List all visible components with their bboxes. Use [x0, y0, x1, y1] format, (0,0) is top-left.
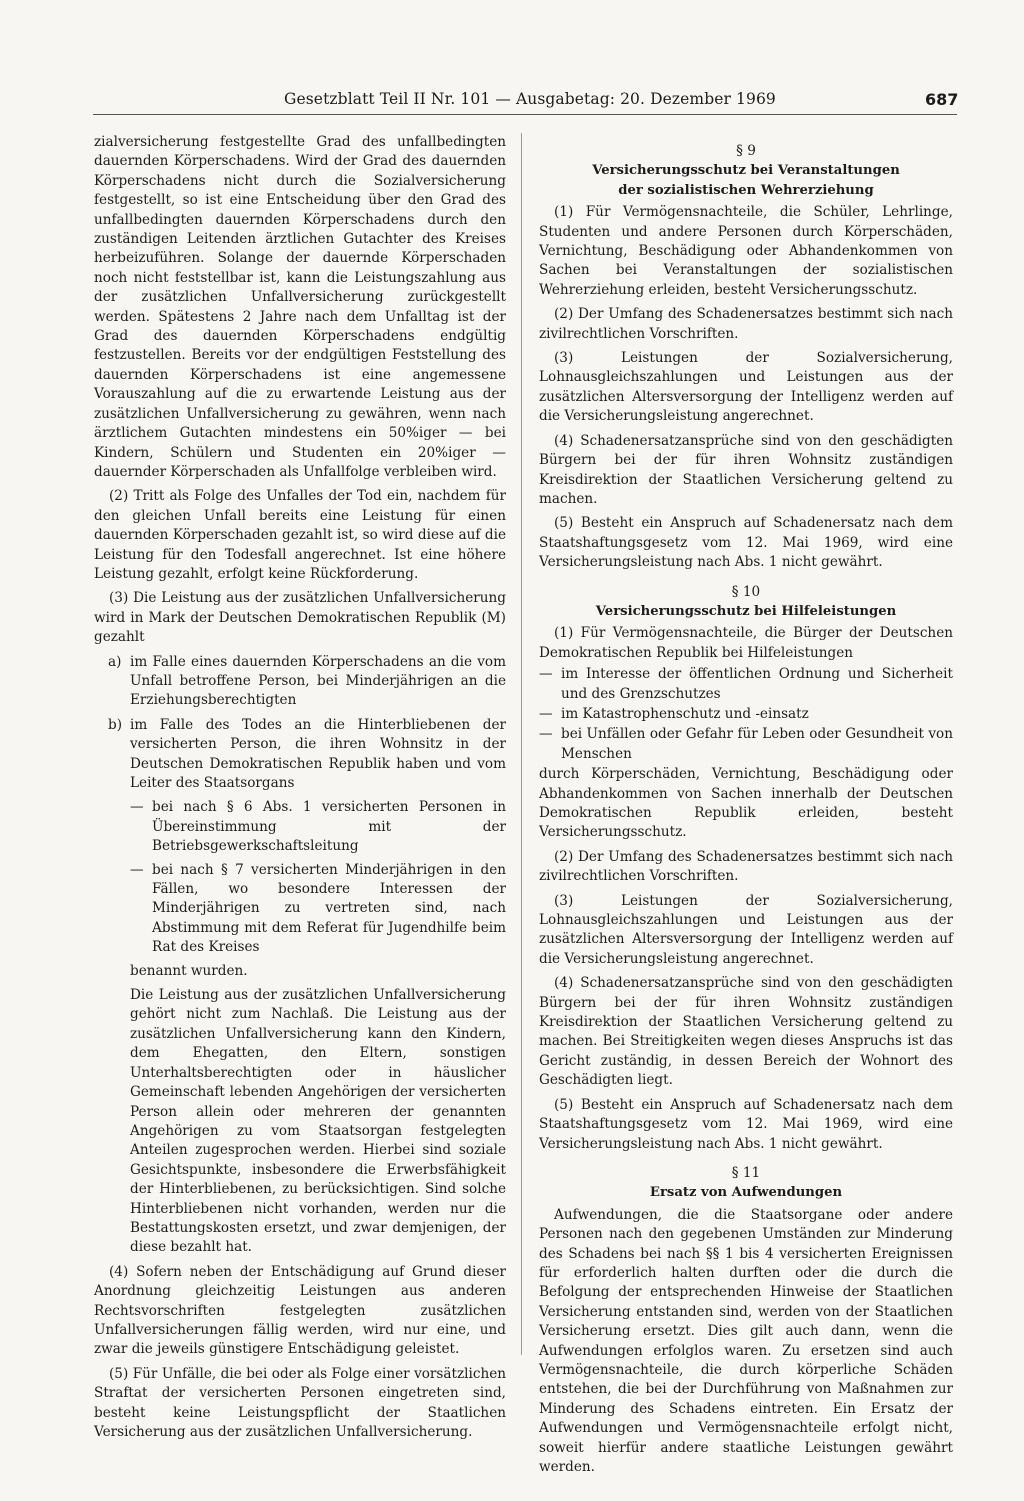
paragraph-2: (2) Tritt als Folge des Unfalles der Tod ein, nachdem für den gleichen Unfall bereits eine Leistung für einen dauernden Körperschaden gezahlt ist, so wird diese auf die Leistung für den Todesfall angerechnet. Ist eine höhere Leistung gezahlt, erfolgt keine Rückforderung.: [94, 488, 506, 582]
dash-item: [539, 705, 953, 724]
s9-paragraph-3: (3) Leistungen der Sozialversicherung, Lohnausgleichszahlungen und Leistungen aus der zusätzlichen Altersversorgung der Intelligenz werden auf die Versicherungsleistung angerechnet.: [539, 350, 953, 425]
s9-paragraph-4: (4) Schadenersatzansprüche sind von den geschädigten Bürgern bei der für ihren Wohnsitz zuständigen Kreisdirektion der Staatlichen Versicherung geltend zu machen.: [539, 432, 953, 507]
section-9-title-line-1: Versicherungsschutz bei Veranstaltungen: [592, 163, 900, 179]
section-9-title: [539, 161, 953, 200]
list-label-b: b): [108, 716, 123, 733]
dash-item: [539, 665, 953, 704]
dash-mark: —: [130, 799, 144, 816]
s10-paragraph-2: (2) Der Umfang des Schadenersatzes bestimmt sich nach zivilrechtlichen Vorschriften.: [539, 848, 953, 885]
section-10-title: Versicherungsschutz bei Hilfeleistungen: [595, 603, 897, 619]
dash-mark: —: [539, 705, 553, 722]
section-10-number: § 10: [731, 583, 761, 600]
s9-paragraph-2: (2) Der Umfang des Schadenersatzes bestimmt sich nach zivilrechtlichen Vorschriften.: [539, 306, 953, 342]
dash-text: im Katastrophenschutz und -einsatz: [561, 705, 809, 722]
dash-text: bei Unfällen oder Gefahr für Leben oder Gesundheit von Menschen: [561, 726, 953, 762]
dash-text: bei nach § 6 Abs. 1 versicherten Personen in Übereinstimmung mit der Betriebsgewerkschaftsleitung: [152, 799, 506, 855]
s10-paragraph-3: (3) Leistungen der Sozialversicherung, Lohnausgleichszahlungen und Leistungen aus der zusätzlichen Altersversorgung der Intelligenz werden auf die Versicherungsleistung angerechnet.: [539, 892, 953, 967]
s9-paragraph-1: (1) Für Vermögensnachteile, die Schüler, Lehrlinge, Studenten und andere Personen durch Körperschäden, Vernichtung, Beschädigung oder Abhandenkommen von Sachen bei Veranstaltungen der sozialistischen Wehrerziehung erleiden, besteht Versicherungsschutz.: [539, 204, 953, 298]
dash-item: [130, 861, 506, 958]
dash-mark: —: [130, 861, 144, 878]
section-11-title: Ersatz von Aufwendungen: [649, 1185, 843, 1201]
list-text-b: im Falle des Todes an die Hinterbliebenen der versicherten Person, die ihren Wohnsitz in der Deutschen Demokratischen Republik haben und vom Leiter des Staatsorgans: [130, 716, 506, 791]
s10-paragraph-4: (4) Schadenersatzansprüche sind von den geschädigten Bürgern bei der für ihren Wohnsitz zuständigen Kreisdirektion der Staatlichen Versicherung geltend zu machen. Bei Streitigkeiten wegen dieses Anspruchs ist das Gericht zuständig, in dessen Bereich der Wohnort des Geschädigten liegt.: [539, 975, 953, 1089]
dash-item: [539, 725, 953, 764]
s10-paragraph-1: (1) Für Vermögensnachteile, die Bürger der Deutschen Demokratischen Republik bei Hilfeleistungen: [539, 625, 953, 661]
dash-item: [130, 798, 506, 856]
dash-mark: —: [539, 666, 553, 683]
list-b-tail: benannt wurden.: [130, 962, 248, 979]
section-9-number: § 9: [736, 143, 756, 159]
paragraph-5: (5) Für Unfälle, die bei oder als Folge einer vorsätzlichen Straftat der versicherten Personen eingetreten sind, besteht keine Leistungspflicht der Staatlichen Versicherung aus der zusätzlichen Unfallversicherung.: [94, 1365, 506, 1440]
dash-mark: —: [539, 726, 553, 743]
header-rule: [93, 114, 957, 115]
dash-text: im Interesse der öffentlichen Ordnung und Sicherheit und des Grenzschutzes: [561, 666, 953, 702]
s11-paragraph-1: Aufwendungen, die die Staatsorgane oder andere Personen nach den gegebenen Umständen zur Minderung des Schadens bei nach §§ 1 bis 4 versicherten Ereignissen für erforderlich halten durften oder die durch die Befolgung der entsprechenden Hinweise der Staatlichen Versicherung entstanden sind, werden von der Staatlichen Versicherung ersetzt. Dies gilt auch dann, wenn die Aufwendungen erfolglos waren. Zu ersetzen sind auch Vermögensnachteile, die durch körperliche Schäden entstehen, die bei der Durchführung von Maßnahmen zur Minderung des Schadens eintreten. Ein Ersatz der Aufwendungen und Vermögensnachteile erfolgt nicht, soweit hierfür andere staatliche Leistungen gewährt werden.: [539, 1206, 953, 1475]
s9-paragraph-5: (5) Besteht ein Anspruch auf Schadenersatz nach dem Staatshaftungsgesetz vom 12. Mai 1969, wird eine Versicherungsleistung nach Abs. 1 nicht gewährt.: [539, 515, 953, 571]
right-column: [539, 140, 953, 1482]
page-number: 687: [925, 90, 959, 109]
running-header: Gesetzblatt Teil II Nr. 101 — Ausgabetag: 20. Dezember 1969: [284, 90, 776, 108]
left-column: [94, 133, 506, 1447]
column-divider: [521, 133, 522, 1355]
section-9-title-line-2: der sozialistischen Wehrerziehung: [618, 182, 874, 198]
paragraph-3: (3) Die Leistung aus der zusätzlichen Unfallversicherung wird in Mark der Deutschen Demokratischen Republik (M) gezahlt: [94, 590, 506, 646]
list-item-a: [108, 653, 506, 711]
s10-paragraph-5: (5) Besteht ein Anspruch auf Schadenersatz nach dem Staatshaftungsgesetz vom 12. Mai 1969, wird eine Versicherungsleistung nach Abs. 1 nicht gewährt.: [539, 1096, 953, 1152]
paragraph-continuation: zialversicherung festgestellte Grad des unfallbedingten dauernden Körperschadens. Wird der Grad des dauernden Körperschadens nicht durch die Sozialversicherung festgestellt, so ist eine Entscheidung über den Grad des unfallbedingten dauernden Körperschadens durch den zuständigen Leitenden ärztlichen Gutachter des Kreises herbeizuführen. Solange der dauernde Körperschaden noch nicht feststellbar ist, kann die Leistungszahlung aus der zusätzlichen Unfallversicherung zurückgestellt werden. Spätestens 2 Jahre nach dem Unfalltag ist der Grad des dauernden Körperschadens endgültig festzustellen. Bereits vor der endgültigen Feststellung des dauernden Körperschadens ist eine angemessene Vorauszahlung auf die zu erwartende Leistung aus der zusätzlichen Unfallversicherung zu gewähren, wenn nach ärztlichem Gutachten mindestens ein 50%iger — bei Kindern, Schülern und Studenten ein 20%iger — dauernder Körperschaden als Unfallfolge verbleiben wird.: [94, 134, 506, 480]
list-b-paragraph: Die Leistung aus der zusätzlichen Unfallversicherung gehört nicht zum Nachlaß. Die Leistung aus der zusätzlichen Unfallversicherung kann den Kindern, dem Ehegatten, den Eltern, sonstigen Unterhaltsberechtigten oder in häuslicher Gemeinschaft lebenden Angehörigen der versicherten Person allein oder mehreren der genannten Angehörigen zu vom Staatsorgan festgelegten Anteilen zugesprochen werden. Hierbei sind soziale Gesichtspunkte, insbesondere die Erwerbsfähigkeit der Hinterbliebenen, zu berücksichtigen. Sind solche Hinterbliebenen nicht vorhanden, werden nur die Bestattungskosten ersetzt, und zwar demjenigen, der diese bezahlt hat.: [130, 987, 506, 1256]
list-b-subitems: [108, 798, 506, 1257]
section-11-number: § 11: [731, 1164, 761, 1181]
list-text-a: im Falle eines dauernden Körperschadens an die vom Unfall betroffene Person, bei Minderjährigen an die Erziehungsberechtigten: [130, 653, 506, 709]
s10-paragraph-1-tail: durch Körperschäden, Vernichtung, Beschädigung oder Abhandenkommen von Sachen innerhalb der Deutschen Demokratischen Republik erleiden, besteht Versicherungsschutz.: [539, 766, 953, 841]
paragraph-4: (4) Sofern neben der Entschädigung auf Grund dieser Anordnung gleichzeitig Leistungen aus anderen Rechtsvorschriften festgelegten zusätzlichen Unfallversicherungen fällig werden, wird nur eine, und zwar die jeweils günstigere Entschädigung geleistet.: [94, 1263, 506, 1358]
list-label-a: a): [108, 653, 122, 670]
dash-text: bei nach § 7 versicherten Minderjährigen in den Fällen, wo besondere Interessen der Minderjährigen zu vertreten sind, nach Abstimmung mit dem Referat für Jugendhilfe beim Rat des Kreises: [152, 861, 506, 956]
list-item-b: [108, 716, 506, 794]
